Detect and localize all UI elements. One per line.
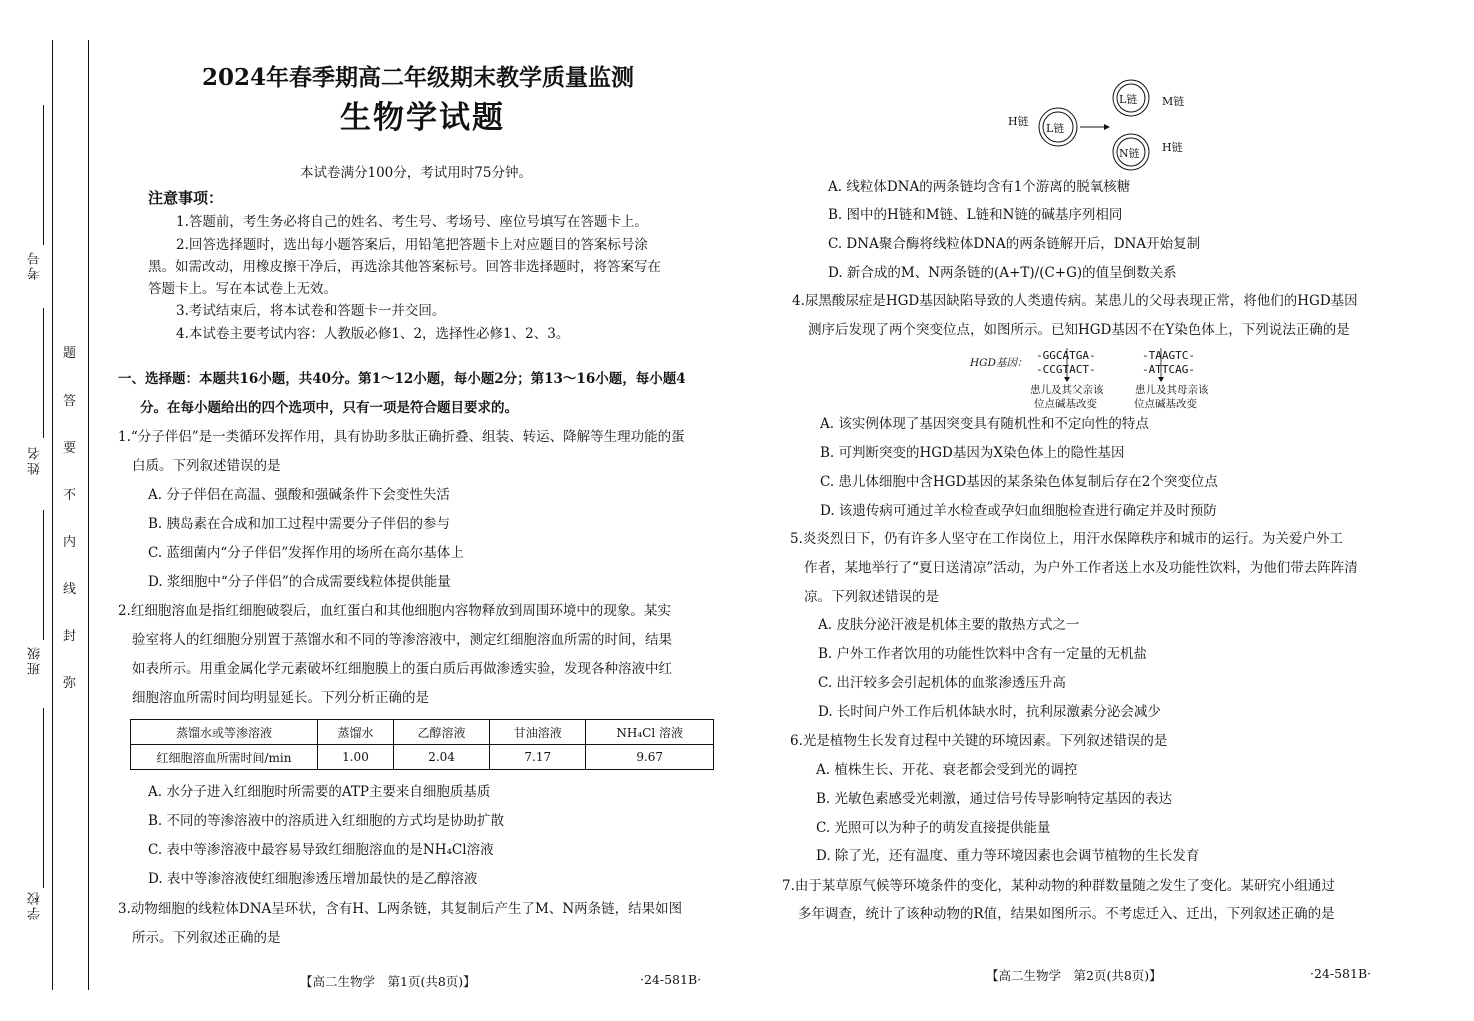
- question-stem: 细胞溶血所需时间均明显延长。下列分析正确的是: [132, 690, 429, 706]
- mutation-arrows: [1030, 344, 1230, 384]
- mutation-note: 位点碱基改变: [1134, 398, 1197, 410]
- table-cell: 7.17: [490, 745, 586, 770]
- seal-char: 题: [63, 346, 77, 361]
- option: D. 除了光，还有温度、重力等环境因素也会调节植物的生长发育: [816, 848, 1200, 864]
- question-stem: 白质。下列叙述错误的是: [132, 458, 281, 474]
- mutation-note: 位点碱基改变: [1034, 398, 1097, 410]
- option: B. 图中的H链和M链、L链和N链的碱基序列相同: [828, 207, 1123, 223]
- exam-no-label: 考号: [28, 250, 43, 280]
- hgd-seq: -CCGTACT-: [1036, 363, 1096, 376]
- exam-title: 2024年春季期高二年级期末教学质量监测: [202, 64, 635, 91]
- option: B. 可判断突变的HGD基因为X染色体上的隐性基因: [820, 445, 1125, 461]
- hemolysis-table: [130, 719, 714, 770]
- option: D. 长时间户外工作后机体缺水时，抗利尿激素分泌会减少: [818, 704, 1161, 720]
- name-underline: [43, 308, 44, 438]
- question-stem: 如表所示。用重金属化学元素破坏红细胞膜上的蛋白质后再做渗透实验，发现各种溶液中红: [132, 661, 672, 677]
- option: A. 水分子进入红细胞时所需要的ATP主要来自细胞质基质: [148, 784, 491, 800]
- exam-info: 本试卷满分100分，考试用时75分钟。: [300, 165, 532, 181]
- table-cell: 1.00: [318, 745, 394, 770]
- question-stem: 凉。下列叙述错误的是: [804, 589, 939, 605]
- question-stem: 5.炎炎烈日下，仍有许多人坚守在工作岗位上，用汗水保障秩序和城市的运行。为关爱户外工: [790, 531, 1343, 547]
- question-stem: 7.由于某草原气候等环境条件的变化，某种动物的种群数量随之发生了变化。某研究小组通过: [782, 878, 1335, 894]
- binding-line-outer: [52, 40, 53, 990]
- notice-line: 3.考试结束后，将本试卷和答题卡一并交回。: [176, 303, 446, 319]
- mtdna-replication-figure: [1000, 76, 1200, 176]
- option: B. 不同的等渗溶液中的溶质进入红细胞的方式均是协助扩散: [148, 813, 505, 829]
- notice-line: 1.答题前，考生务必将自己的姓名、考生号、考场号、座位号填写在答题卡上。: [176, 214, 648, 230]
- option: C. 蓝细菌内“分子伴侣”发挥作用的场所在高尔基体上: [148, 545, 464, 561]
- notice-line: 答题卡上。写在本试卷上无效。: [148, 281, 337, 297]
- section-heading: 分。在每小题给出的四个选项中，只有一项是符合题目要求的。: [140, 400, 518, 416]
- table-cell: 蒸馏水或等渗溶液: [131, 720, 318, 745]
- mutation-note: 患儿及其母亲该: [1135, 384, 1209, 396]
- page-code: ·24-581B·: [640, 972, 702, 987]
- fig-label-n: N链: [1119, 147, 1140, 160]
- fig-label-l: L链: [1046, 122, 1065, 135]
- question-stem: 所示。下列叙述正确的是: [132, 930, 281, 946]
- question-stem: 多年调查，统计了该种动物的R值，结果如图所示。不考虑迁入、迁出，下列叙述正确的是: [798, 906, 1335, 922]
- seal-char: 封: [63, 629, 77, 644]
- table-cell: 乙醇溶液: [393, 720, 489, 745]
- question-stem: 作者，某地举行了“夏日送清凉”活动，为户外工作者送上水及功能性饮料，为他们带去阵阵清: [804, 560, 1358, 576]
- seal-char: 要: [63, 441, 77, 456]
- seal-char: 内: [63, 535, 77, 550]
- table-header-row: [131, 720, 714, 745]
- option: A. 该实例体现了基因突变具有随机性和不定向性的特点: [820, 416, 1149, 432]
- page-code: ·24-581B·: [1310, 966, 1372, 981]
- binding-line-inner: [88, 40, 89, 990]
- question-stem: 2.红细胞溶血是指红细胞破裂后，血红蛋白和其他细胞内容物释放到周围环境中的现象。某实: [118, 603, 671, 619]
- option: C. 表中等渗溶液中最容易导致红细胞溶血的是NH₄Cl溶液: [148, 842, 494, 858]
- table-row: [131, 745, 714, 770]
- option: D. 该遗传病可通过羊水检查或孕妇血细胞检查进行确定并及时预防: [820, 503, 1217, 519]
- option: C. 出汗较多会引起机体的血浆渗透压升高: [818, 675, 1066, 691]
- option: A. 皮肤分泌汗液是机体主要的散热方式之一: [818, 617, 1080, 633]
- option: A. 分子伴侣在高温、强酸和强碱条件下会变性失活: [148, 487, 450, 503]
- page-footer: 【高二生物学 第1页(共8页)】: [300, 974, 476, 989]
- fig-label-l: L链: [1119, 93, 1138, 106]
- option: A. 植株生长、开花、衰老都会受到光的调控: [816, 762, 1078, 778]
- section-heading: 一、选择题：本题共16小题，共40分。第1～12小题，每小题2分；第13～16小题，每小题4: [118, 371, 686, 387]
- question-stem: 测序后发现了两个突变位点，如图所示。已知HGD基因不在Y染色体上，下列说法正确的是: [808, 322, 1350, 338]
- option: C. 光照可以为种子的萌发直接提供能量: [816, 820, 1051, 836]
- table-cell: 蒸馏水: [318, 720, 394, 745]
- subject-title: 生物学试题: [340, 100, 505, 136]
- class-label: 班级: [28, 645, 43, 675]
- question-stem: 验室将人的红细胞分别置于蒸馏水和不同的等渗溶液中，测定红细胞溶血所需的时间，结果: [132, 632, 672, 648]
- option: B. 光敏色素感受光刺激，通过信号传导影响特定基因的表达: [816, 791, 1173, 807]
- hgd-seq: -TAAGTC-: [1142, 349, 1195, 362]
- option: D. 浆细胞中“分子伴侣”的合成需要线粒体提供能量: [148, 574, 451, 590]
- table-cell: 甘油溶液: [490, 720, 586, 745]
- option: D. 表中等渗溶液使红细胞渗透压增加最快的是乙醇溶液: [148, 871, 478, 887]
- hgd-seq: -GGCATGA-: [1036, 349, 1096, 362]
- table-cell: 9.67: [586, 745, 714, 770]
- hgd-gene-label: HGD基因：: [970, 357, 1028, 369]
- notice-line: 2.回答选择题时，选出每小题答案后，用铅笔把答题卡上对应题目的答案标号涂: [176, 237, 648, 253]
- mutation-note: 患儿及其父亲该: [1030, 384, 1104, 396]
- name-label: 姓名: [28, 445, 43, 475]
- school-underline: [43, 708, 44, 888]
- school-label: 学校: [28, 890, 43, 920]
- question-stem: 4.尿黑酸尿症是HGD基因缺陷导致的人类遗传病。某患儿的父母表现正常，将他们的HGD基因: [792, 293, 1358, 309]
- option: D. 新合成的M、N两条链的(A+T)/(C+G)的值呈倒数关系: [828, 265, 1177, 281]
- hgd-seq: -ATTCAG-: [1142, 363, 1195, 376]
- class-underline: [43, 510, 44, 640]
- seal-char: 不: [63, 488, 77, 503]
- notice-line: 4.本试卷主要考试内容：人教版必修1、2，选择性必修1、2、3。: [176, 326, 570, 342]
- page-footer: 【高二生物学 第2页(共8页)】: [986, 968, 1162, 983]
- notice-line: 黑。如需改动，用橡皮擦干净后，再选涂其他答案标号。回答非选择题时，将答案写在: [148, 259, 661, 275]
- seal-char: 答: [63, 394, 77, 409]
- seal-char: 线: [63, 582, 77, 597]
- option: A. 线粒体DNA的两条链均含有1个游离的脱氧核糖: [828, 179, 1131, 195]
- seal-char: 弥: [63, 676, 77, 691]
- table-cell: 红细胞溶血所需时间/min: [131, 745, 318, 770]
- fig-label-h: H链: [1008, 115, 1029, 128]
- fig-label-h: H链: [1162, 141, 1183, 154]
- fig-label-m: M链: [1162, 95, 1185, 108]
- question-stem: 1.“分子伴侣”是一类循环发挥作用，具有协助多肽正确折叠、组装、转运、降解等生理功能的蛋: [118, 429, 685, 445]
- option: B. 胰岛素在合成和加工过程中需要分子伴侣的参与: [148, 516, 451, 532]
- question-stem: 6.光是植物生长发育过程中关键的环境因素。下列叙述错误的是: [790, 733, 1168, 749]
- table-cell: 2.04: [393, 745, 489, 770]
- option: B. 户外工作者饮用的功能性饮料中含有一定量的无机盐: [818, 646, 1148, 662]
- exam-no-underline: [43, 105, 44, 245]
- option: C. 患儿体细胞中含HGD基因的某条染色体复制后存在2个突变位点: [820, 474, 1218, 490]
- notice-heading: 注意事项：: [148, 189, 224, 207]
- question-stem: 3.动物细胞的线粒体DNA呈环状，含有H、L两条链，其复制后产生了M、N两条链，结果如图: [118, 901, 683, 917]
- table-cell: NH₄Cl 溶液: [586, 720, 714, 745]
- option: C. DNA聚合酶将线粒体DNA的两条链解开后，DNA开始复制: [828, 236, 1201, 252]
